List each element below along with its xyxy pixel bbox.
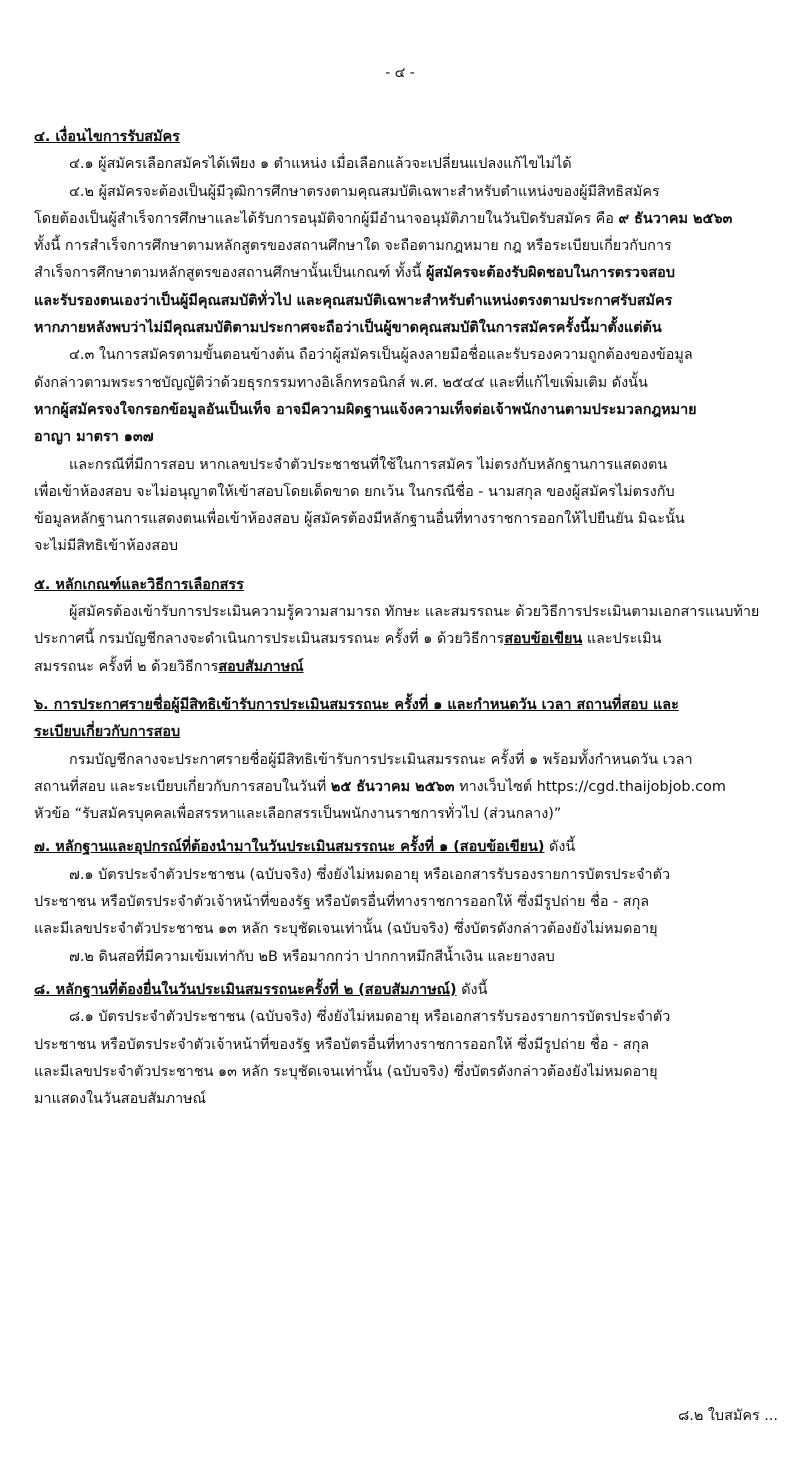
section-6-line: สถานที่สอบ และระเบียบเกี่ยวกับการสอบในวันที่ ๒๕ ธันวาคม ๒๕๖๓ ทางเว็บไซต์ https://cgd.thaijobjob.com	[34, 778, 726, 795]
section-4-2-line: โดยต้องเป็นผู้สำเร็จการศึกษาและได้รับการอนุมัติจากผู้มีอำนาจอนุมัติภายในวันปิดรับสมัคร คือ ๙ ธันวาคม ๒๕๖๓	[34, 210, 733, 227]
section-4-2-line: ทั้งนี้ การสำเร็จการศึกษาตามหลักสูตรของสถานศึกษาใด จะถือตามกฎหมาย กฎ หรือระเบียบเกี่ยวกับการ	[34, 238, 672, 255]
section-6-heading: ระเบียบเกี่ยวกับการสอบ	[34, 724, 181, 741]
section-8-1-line: ประชาชน หรือบัตรประจำตัวเจ้าหน้าที่ของรัฐ หรือบัตรอื่นที่ทางราชการออกให้ ซึ่งมีรูปถ่าย ชื่อ - สกุล	[34, 1036, 650, 1053]
section-4-3-line: หากผู้สมัครจงใจกรอกข้อมูลอันเป็นเท็จ อาจมีความผิดฐานแจ้งความเท็จต่อเจ้าพนักงานตามประมวลกฎหมาย	[34, 401, 697, 418]
section-8-1-line: ๘.๑ บัตรประจำตัวประชาชน (ฉบับจริง) ซึ่งยังไม่หมดอายุ หรือเอกสารรับรองรายการบัตรประจำตัว	[69, 1009, 671, 1026]
section-4-1: ๔.๑ ผู้สมัครเลือกสมัครได้เพียง ๑ ตำแหน่ง เมื่อเลือกแล้วจะเปลี่ยนแปลงแก้ไขไม่ได้	[69, 156, 572, 173]
section-4-3-line: อาญา มาตรา ๑๓๗	[34, 429, 154, 446]
section-7-heading: ๗. หลักฐานและอุปกรณ์ที่ต้องนำมาในวันประเมินสมรรถนะ ครั้งที่ ๑ (สอบข้อเขียน) ดังนี้	[34, 839, 576, 856]
page-number: - ๔ -	[385, 65, 415, 81]
website-link: ทางเว็บไซต์ https://cgd.thaijobjob.com	[454, 778, 726, 795]
section-7-1-line: ประชาชน หรือบัตรประจำตัวเจ้าหน้าที่ของรัฐ หรือบัตรอื่นที่ทางราชการออกให้ ซึ่งมีรูปถ่าย ชื่อ - สกุล	[34, 894, 650, 911]
section-5-heading: ๕. หลักเกณฑ์และวิธีการเลือกสรร	[34, 576, 244, 593]
section-4-2-line: ๔.๒ ผู้สมัครจะต้องเป็นผู้มีวุฒิการศึกษาตรงตามคุณสมบัติเฉพาะสำหรับตำแหน่งของผู้มีสิทธิสมัคร	[69, 183, 660, 200]
section-4-3-line: ๔.๓ ในการสมัครตามขั้นตอนข้างต้น ถือว่าผู้สมัครเป็นผู้ลงลายมือชื่อและรับรองความถูกต้องของข้อมูล	[69, 347, 693, 364]
section-4-3-line: ดังกล่าวตามพระราชบัญญัติว่าด้วยธุรกรรมทางอิเล็กทรอนิกส์ พ.ศ. ๒๕๔๔ และที่แก้ไขเพิ่มเติม ดังนั้น	[34, 374, 648, 391]
closing-date: ๙ ธันวาคม ๒๕๖๓	[618, 210, 733, 227]
section-6-line: กรมบัญชีกลางจะประกาศรายชื่อผู้มีสิทธิเข้ารับการประเมินสมรรถนะ ครั้งที่ ๑ พร้อมทั้งกำหนดวัน เวลา	[69, 751, 693, 768]
section-7-2: ๗.๒ ดินสอที่มีความเข้มเท่ากับ ๒B หรือมากกว่า ปากกาหมึกสีน้ำเงิน และยางลบ	[69, 948, 555, 965]
document-body	[34, 124, 780, 1113]
section-4-note-line: ข้อมูลหลักฐานการแสดงตนเพื่อเข้าห้องสอบ ผู้สมัครต้องมีหลักฐานอื่นที่ทางราชการออกให้ไปยืนยัน มิฉะนั้น	[34, 511, 685, 528]
section-8-1-line: มาแสดงในวันสอบสัมภาษณ์	[34, 1091, 207, 1108]
section-4-note-line: จะไม่มีสิทธิเข้าห้องสอบ	[34, 538, 178, 555]
section-4-note-line: และกรณีที่มีการสอบ หากเลขประจำตัวประชาชนที่ใช้ในการสมัคร ไม่ตรงกับหลักฐานการแสดงตน	[69, 456, 668, 473]
section-5-line: ผู้สมัครต้องเข้ารับการประเมินความรู้ความสามารถ ทักษะ และสมรรถนะ ด้วยวิธีการประเมินตามเอกสารแนบท้าย	[69, 604, 760, 621]
section-8-1-line: และมีเลขประจำตัวประชาชน ๑๓ หลัก ระบุชัดเจนเท่านั้น (ฉบับจริง) ซึ่งบัตรดังกล่าวต้องยังไม่หมดอายุ	[34, 1063, 658, 1080]
section-6-heading: ๖. การประกาศรายชื่อผู้มีสิทธิเข้ารับการประเมินสมรรถนะ ครั้งที่ ๑ และกำหนดวัน เวลา สถานที่สอบ และ	[34, 696, 679, 713]
section-6-line: หัวข้อ “รับสมัครบุคคลเพื่อสรรหาและเลือกสรรเป็นพนักงานราชการทั่วไป (ส่วนกลาง)”	[34, 806, 562, 823]
next-page-hint: ๘.๒ ใบสมัคร ...	[678, 1408, 778, 1424]
section-5-line: ประกาศนี้ กรมบัญชีกลางจะดำเนินการประเมินสมรรถนะ ครั้งที่ ๑ ด้วยวิธีการสอบข้อเขียน และประเมิน	[34, 631, 662, 648]
section-5-line: สมรรถนะ ครั้งที่ ๒ ด้วยวิธีการสอบสัมภาษณ์	[34, 658, 304, 675]
section-4-heading: ๔. เงื่อนไขการรับสมัคร	[34, 129, 180, 145]
section-8-heading: ๘. หลักฐานที่ต้องยื่นในวันประเมินสมรรถนะครั้งที่ ๒ (สอบสัมภาษณ์) ดังนี้	[34, 981, 488, 998]
section-7-1-line: ๗.๑ บัตรประจำตัวประชาชน (ฉบับจริง) ซึ่งยังไม่หมดอายุ หรือเอกสารรับรองรายการบัตรประจำตัว	[69, 866, 671, 883]
section-7-1-line: และมีเลขประจำตัวประชาชน ๑๓ หลัก ระบุชัดเจนเท่านั้น (ฉบับจริง) ซึ่งบัตรดังกล่าวต้องยังไม่หมดอายุ	[34, 921, 658, 938]
section-4-2-line: และรับรองตนเองว่าเป็นผู้มีคุณสมบัติทั่วไป และคุณสมบัติเฉพาะสำหรับตำแหน่งตรงตามประกาศรับสมัคร	[34, 292, 673, 309]
announcement-date: ๒๕ ธันวาคม ๒๕๖๓	[330, 778, 455, 795]
section-4-note-line: เพื่อเข้าห้องสอบ จะไม่อนุญาตให้เข้าสอบโดยเด็ดขาด ยกเว้น ในกรณีชื่อ - นามสกุล ของผู้สมัครไม่ตรงกับ	[34, 483, 675, 500]
section-4-2-line: สำเร็จการศึกษาตามหลักสูตรของสถานศึกษานั้นเป็นเกณฑ์ ทั้งนี้ ผู้สมัครจะต้องรับผิดชอบในการตรวจสอบ	[34, 265, 675, 282]
section-4-2-line: หากภายหลังพบว่าไม่มีคุณสมบัติตามประกาศจะถือว่าเป็นผู้ขาดคุณสมบัติในการสมัครครั้งนี้มาตั้งแต่ต้น	[34, 320, 662, 337]
